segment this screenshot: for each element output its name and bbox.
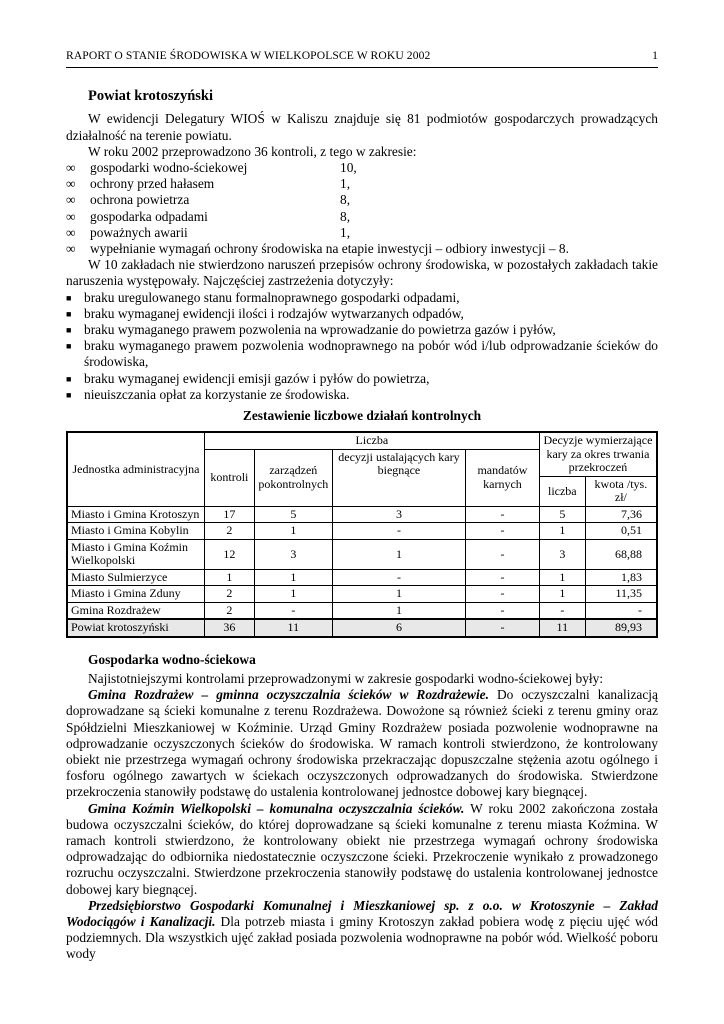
- subsection-title: Gospodarka wodno-ściekowa: [88, 651, 256, 667]
- table-row: Gmina Rozdrażew 2 - 1 - - -: [67, 602, 657, 619]
- paragraph-kozmin: Gmina Koźmin Wielkopolski – komunalna oczyszczalnia ścieków. W roku 2002 zakończona została budowa oczyszczalni ścieków, do której doprowadzane są ścieki komunalne z terenu miasta Koźmina. W ramach kontroli stwierdzono, że kontrolowany obiekt nie przestrzega wymagań ochrony środowiska odprowadzając do odbiornika niedostatecznie oczyszczone ścieki. Przekroczenie wynikało z prowadzonego rozruchu oczyszczalni. Stwierdzone przekroczenia stanowiły podstawę do ustalenia kontrolowanej jednostce dobowej kary biegnącej.: [66, 800, 658, 897]
- table-total-row: Powiat krotoszyński 36 11 6 - 11 89,93: [67, 619, 657, 637]
- square-bullet-icon: ■: [66, 389, 72, 400]
- list-item: ■ braku wymaganej ewidencji ilości i rodzajów wytwarzanych odpadów,: [66, 305, 464, 321]
- list-item: ∞ wypełnianie wymagań ochrony środowiska na etapie inwestycji – odbiory inwestycji – 8.: [66, 241, 569, 257]
- infinity-bullet-icon: ∞: [66, 160, 76, 176]
- table-row: Miasto i Gmina Krotoszyn 17 5 3 - 5 7,36: [67, 506, 657, 523]
- table-row: Miasto i Gmina Kobylin 2 1 - - 1 0,51: [67, 523, 657, 540]
- paragraph-pgkim: Przedsiębiorstwo Gospodarki Komunalnej i Mieszkaniowej sp. z o.o. w Krotoszynie – Zakład Wodociągów i Kanalizacji. Dla potrzeb miasta i gminy Krotoszyn zakład pobiera wodę z pięciu ujęć wód podziemnych. Dla wszystkich ujęć zakład posiada pozwolenia wodnoprawne na pobór wód. Wielkość poboru wody: [66, 897, 659, 962]
- list-item: ■ braku wymaganego prawem pozwolenia wodnoprawnego na pobór wód i/lub odprowadzanie ścieków do środowiska,: [66, 338, 658, 370]
- table-row: Miasto i Gmina Koźmin Wielkopolski 12 3 1 - 3 68,88: [67, 539, 657, 569]
- square-bullet-icon: ■: [66, 341, 72, 352]
- column-header-mandatow: mandatów karnych: [466, 449, 540, 506]
- infinity-bullet-icon: ∞: [66, 192, 76, 208]
- column-header-kontroli: kontroli: [204, 449, 254, 506]
- violations-list: [66, 290, 658, 403]
- control-summary-table: [66, 431, 658, 638]
- list-item: ∞ gospodarki wodno-ściekowej 10,: [66, 160, 357, 176]
- paragraph-rozdrazew: Gmina Rozdrażew – gminna oczyszczalnia ścieków w Rozdrażewie. Do oczyszczalni kanalizacją doprowadzane są ścieki komunalne z terenu Rozdrażewa. Dowożone są również ścieki z terenu gminy oraz Spółdzielni Mieszkaniowej w Koźminie. Urząd Gminy Rozdrażew posiada pozwolenie wodnoprawne na odprowadzanie oczyszczonych ścieków do środowiska. W ramach kontroli stwierdzono, że kontrolowany obiekt nie przestrzega wymagań ochrony środowiska przekraczając dopuszczalne stężenia azotu ogólnego i fosforu ogólnego zawartych w ściekach oczyszczonych odprowadzanych do środowiska. Stwierdzone przekroczenia stanowiły podstawę do ustalenia kontrolowanej jednostce dobowej kary biegnącej.: [66, 687, 658, 800]
- water-intro: Najistotniejszymi kontrolami przeprowadzonymi w zakresie gospodarki wodno-ściekowej były:: [88, 670, 604, 686]
- square-bullet-icon: ■: [66, 325, 72, 336]
- violations-intro: W 10 zakładach nie stwierdzono naruszeń przepisów ochrony środowiska, w pozostałych zakładach takie naruszenia występowały. Najczęściej zastrzeżenia dotyczyły:: [66, 257, 658, 289]
- column-header-unit: Jednostka administracyjna: [67, 432, 204, 506]
- list-item: ■ nieuiszczania opłat za korzystanie ze środowiska.: [66, 386, 350, 402]
- table-caption: Zestawienie liczbowe działań kontrolnych: [242, 408, 482, 424]
- list-item: ∞ gospodarka odpadami 8,: [66, 208, 351, 224]
- list-item: ∞ ochrona powietrza 8,: [66, 192, 351, 208]
- list-item: ■ braku wymaganego prawem pozwolenia na wprowadzanie do powietrza gazów i pyłów,: [66, 322, 556, 338]
- list-item: ■ braku wymaganej ewidencji emisji gazów i pyłów do powietrza,: [66, 370, 430, 386]
- square-bullet-icon: ■: [66, 292, 72, 303]
- square-bullet-icon: ■: [66, 373, 72, 384]
- section-title: Powiat krotoszyński: [88, 88, 214, 105]
- controls-list: [66, 160, 658, 257]
- square-bullet-icon: ■: [66, 308, 72, 319]
- column-header-decyzje: Decyzje wymierzające kary za okres trwania przekroczeń: [539, 432, 657, 476]
- infinity-bullet-icon: ∞: [66, 241, 76, 257]
- column-header-liczba-sub: liczba: [539, 476, 585, 506]
- list-item: ∞ poważnych awarii 1,: [66, 224, 351, 240]
- table-row: Miasto Sulmierzyce 1 1 - - 1 1,83: [67, 569, 657, 586]
- list-item: ■ braku uregulowanego stanu formalnoprawnego gospodarki odpadami,: [66, 289, 460, 305]
- table-row: Miasto i Gmina Zduny 2 1 1 - 1 11,35: [67, 586, 657, 603]
- list-item: ∞ ochrony przed hałasem 1,: [66, 176, 351, 192]
- column-header-decyzji: decyzji ustalających kary biegnące: [332, 449, 465, 506]
- document-page: [66, 48, 658, 963]
- infinity-bullet-icon: ∞: [66, 208, 76, 224]
- intro-paragraph: W ewidencji Delegatury WIOŚ w Kaliszu znajduje się 81 podmiotów gospodarczych prowadzących działalność na terenie powiatu.: [66, 111, 658, 143]
- infinity-bullet-icon: ∞: [66, 224, 76, 240]
- header-title: RAPORT O STANIE ŚRODOWISKA W WIELKOPOLSCE W ROKU 2002: [66, 49, 431, 62]
- page-number: 1: [652, 49, 658, 62]
- running-header: [66, 48, 658, 68]
- infinity-bullet-icon: ∞: [66, 176, 76, 192]
- column-header-zarzadzen: zarządzeń pokontrolnych: [254, 449, 332, 506]
- column-header-liczba: Liczba: [204, 432, 539, 449]
- controls-intro: W roku 2002 przeprowadzono 36 kontroli, z tego w zakresie:: [88, 143, 417, 159]
- column-header-kwota: kwota /tys. zł/: [585, 476, 657, 506]
